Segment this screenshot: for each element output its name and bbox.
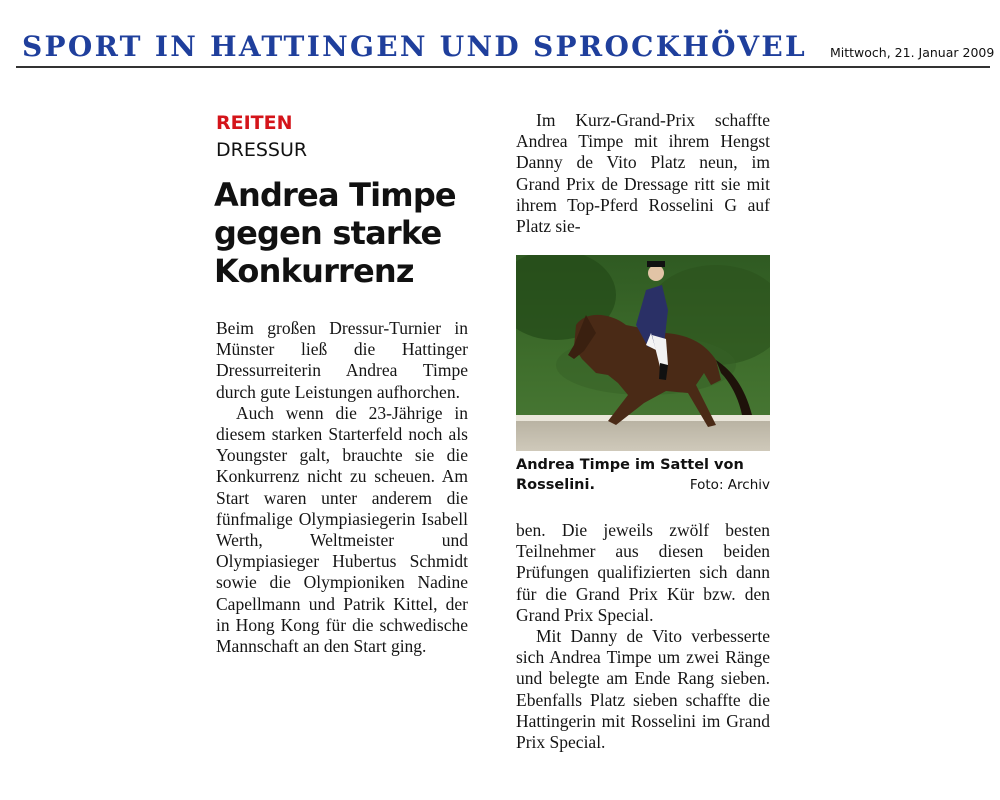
- dressage-photo: [516, 255, 770, 451]
- article-subkicker: DRESSUR: [216, 139, 308, 161]
- article-column-right-bottom: [516, 520, 770, 753]
- header-rule: [16, 66, 990, 68]
- photo-credit: Foto: Archiv: [689, 477, 770, 493]
- article-paragraph-4: Mit Danny de Vito verbesserte sich Andrea Timpe um zwei Ränge und belegte am Ende Rang sieben. Ebenfalls Platz sieben schaffte die Hattingerin mit Rosselini im Grand Prix Special.: [516, 626, 770, 753]
- section-masthead: SPORT IN HATTINGEN UND SPROCKHÖVEL: [22, 30, 807, 63]
- photo-caption: [516, 455, 770, 495]
- article-headline: Andrea Timpe gegen starke Konkurrenz: [214, 176, 456, 290]
- article-paragraph-3-end: ben. Die jeweils zwölf besten Teilnehmer aus diesen beiden Prüfungen qualifizierten sich dann für die Grand Prix Kür bzw. den Grand Prix Special.: [516, 520, 770, 625]
- caption-text: Andrea Timpe im Sattel von Rosselini.: [516, 457, 744, 493]
- article-column-right-top: [516, 110, 770, 237]
- article-column-left: [216, 318, 468, 657]
- article-paragraph-1: Beim großen Dressur-Turnier in Münster ließ die Hattinger Dressurreiterin Andrea Timpe durch gute Leistungen aufhorchen.: [216, 318, 468, 402]
- article-paragraph-3-start: Im Kurz-Grand-Prix schaffte Andrea Timpe mit ihrem Hengst Danny de Vito Platz neun, im Grand Prix de Dressage ritt sie mit ihrem Top-Pferd Rosselini G auf Platz sie-: [516, 110, 770, 237]
- article-kicker: REITEN: [216, 112, 293, 134]
- issue-date: Mittwoch, 21. Januar 2009: [830, 45, 995, 60]
- article-paragraph-2: Auch wenn die 23-Jährige in diesem starken Starterfeld noch als Youngster galt, brauchte sie die Konkurrenz nicht zu scheuen. Am Start waren unter anderem die fünfmalige Olympiasiegerin Isabell Werth, Weltmeister und Olympiasieger Hubertus Schmidt sowie die Olympioniken Nadine Capellmann und Patrik Kittel, der in Hong Kong für die schwedische Mannschaft an den Start ging.: [216, 402, 468, 657]
